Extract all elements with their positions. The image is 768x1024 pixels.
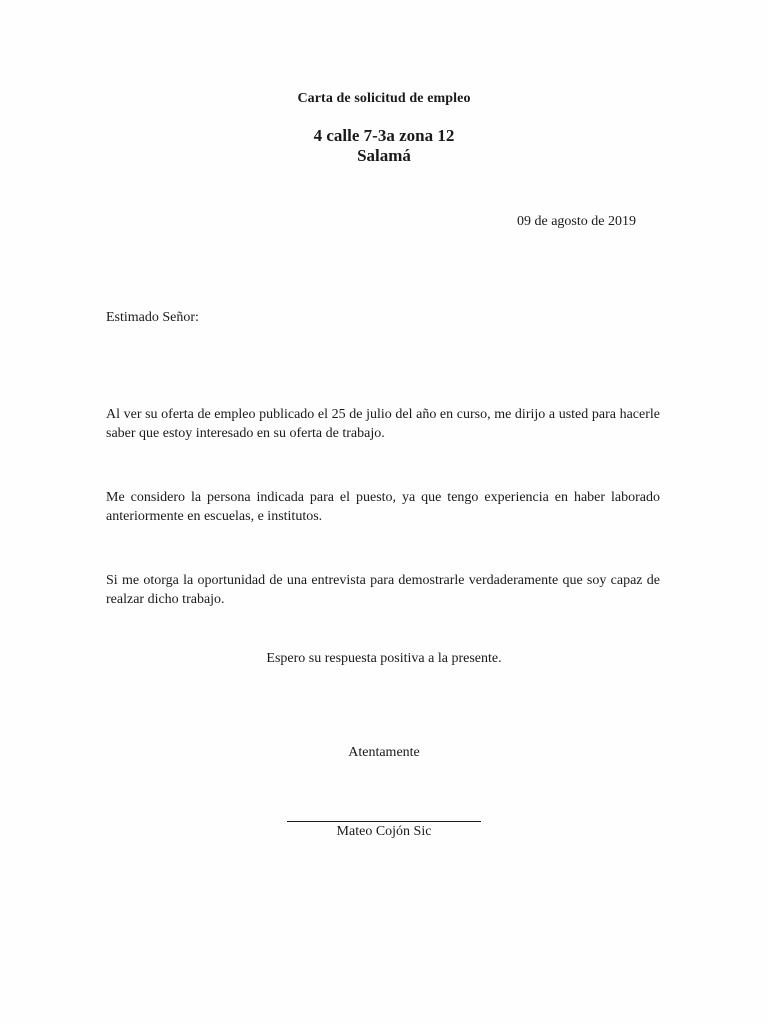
- address-line-city: Salamá: [357, 146, 411, 165]
- closing-line: Espero su respuesta positiva a la presente.: [266, 651, 502, 666]
- signature-line: [287, 821, 481, 822]
- letter-date: 09 de agosto de 2019: [517, 214, 636, 229]
- body-paragraph-2: Me considero la persona indicada para el puesto, ya que tengo experiencia en haber laborado anteriormente en escuelas, e institutos.: [106, 490, 660, 524]
- body-paragraph-1: Al ver su oferta de empleo publicado el 25 de julio del año en curso, me dirijo a usted para hacerle saber que estoy interesado en su oferta de trabajo.: [106, 407, 660, 441]
- letter-title: Carta de solicitud de empleo: [297, 91, 471, 106]
- signature-name: Mateo Cojón Sic: [336, 824, 432, 839]
- sender-address: [0, 126, 768, 166]
- salutation: Estimado Señor:: [106, 310, 199, 325]
- address-line-street: 4 calle 7-3a zona 12: [313, 126, 455, 145]
- body-paragraph-3: Si me otorga la oportunidad de una entrevista para demostrarle verdaderamente que soy capaz de realzar dicho trabajo.: [106, 573, 660, 607]
- sign-off: Atentamente: [348, 745, 420, 760]
